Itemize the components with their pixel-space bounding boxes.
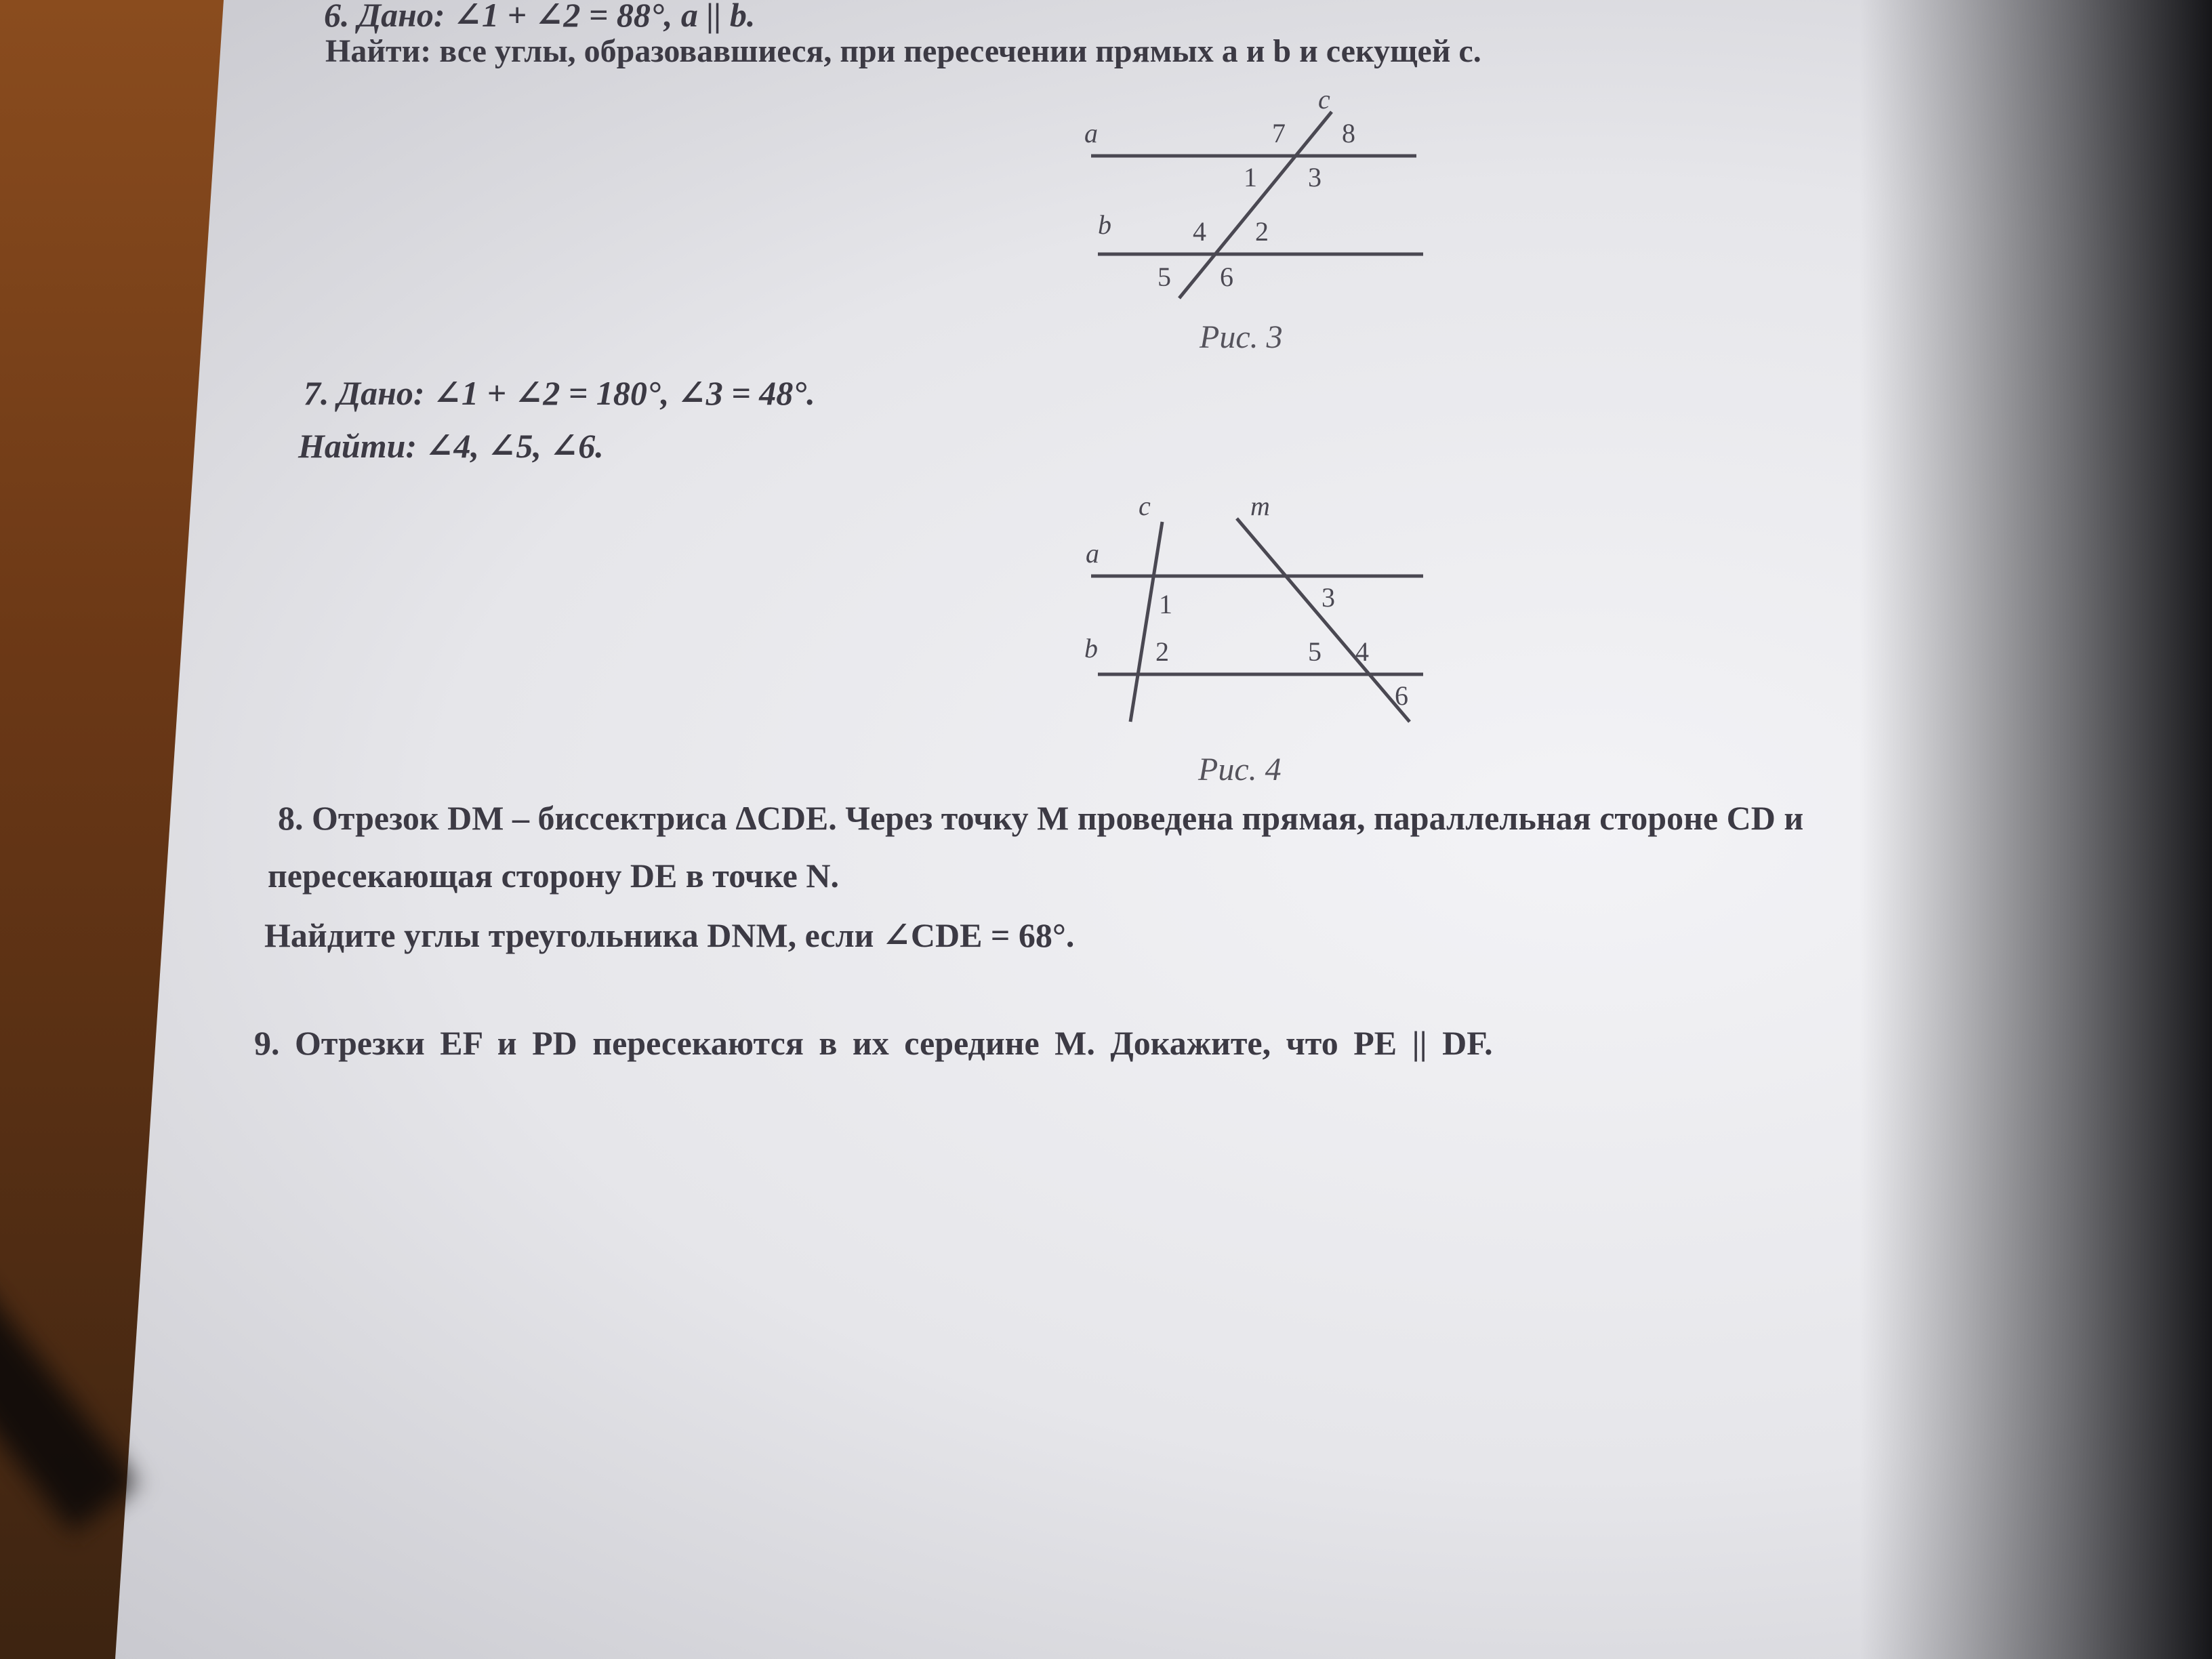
- figure-4-caption: Рис. 4: [1198, 752, 1282, 787]
- angle-4: 4: [1193, 216, 1206, 247]
- line-m: [1237, 518, 1410, 722]
- figure-4-diagram: [1071, 481, 1450, 739]
- angle-6: 6: [1220, 262, 1233, 292]
- angle-2: 2: [1255, 216, 1269, 247]
- figure-3-caption: Рис. 3: [1200, 319, 1283, 355]
- angle-8: 8: [1342, 118, 1355, 148]
- angle-5: 5: [1158, 262, 1171, 292]
- label-a: a: [1084, 118, 1098, 148]
- angle-2: 2: [1155, 636, 1169, 667]
- label-a: a: [1086, 538, 1099, 569]
- p7-given: 7. Дано: ∠1 + ∠2 = 180°, ∠3 = 48°.: [304, 374, 815, 412]
- line-c: [1130, 522, 1162, 722]
- p6-given: 6. Дано: ∠1 + ∠2 = 88°, a || b.: [324, 0, 756, 34]
- label-c: c: [1318, 84, 1330, 115]
- figure-3-diagram: [1071, 81, 1450, 312]
- angle-1: 1: [1159, 589, 1172, 619]
- label-b: b: [1098, 209, 1111, 240]
- p8-line3: Найдите углы треугольника DNM, если ∠CDE = 68°.: [264, 916, 1075, 954]
- p8-line1: 8. Отрезок DM – биссектриса ΔCDE. Через точку M проведена прямая, параллельная стороне CD и: [278, 799, 1804, 837]
- angle-3: 3: [1308, 162, 1322, 192]
- label-m: m: [1250, 491, 1270, 521]
- p9-line1: 9. Отрезки EF и PD пересекаются в их середине M. Докажите, что PE || DF.: [254, 1024, 1493, 1062]
- p6-find: Найти: все углы, образовавшиеся, при пересечении прямых a и b и секущей c.: [325, 33, 1481, 69]
- angle-1: 1: [1244, 162, 1257, 192]
- angle-4: 4: [1355, 636, 1369, 667]
- p8-line2: пересекающая сторону DE в точке N.: [268, 857, 839, 895]
- angle-5: 5: [1308, 636, 1322, 667]
- line-c: [1179, 112, 1332, 298]
- label-b: b: [1084, 633, 1098, 663]
- angle-6: 6: [1395, 680, 1408, 711]
- angle-3: 3: [1322, 582, 1335, 613]
- label-c: c: [1139, 491, 1151, 521]
- angle-7: 7: [1272, 118, 1286, 148]
- p7-find: Найти: ∠4, ∠5, ∠6.: [298, 427, 604, 465]
